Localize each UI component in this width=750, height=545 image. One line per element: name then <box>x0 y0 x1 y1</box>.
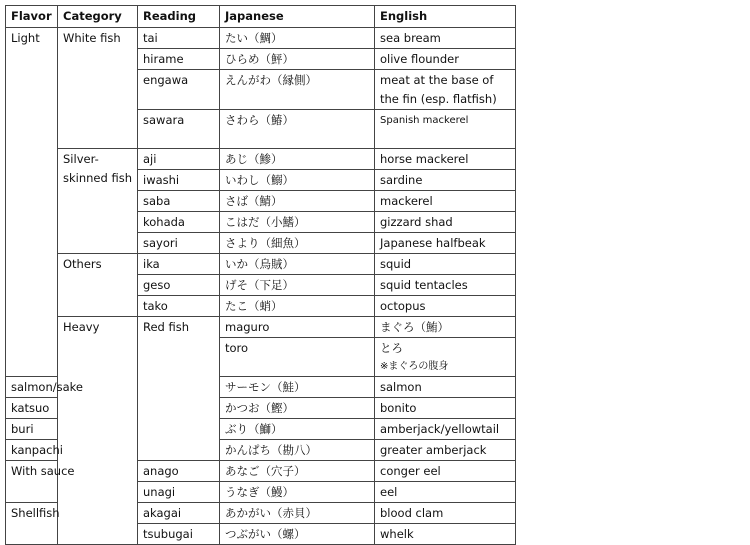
japanese-cell: かつお（鰹） <box>220 398 375 419</box>
reading-cell: kohada <box>138 212 220 233</box>
japanese-cell: つぶがい（螺） <box>220 524 375 545</box>
category-cell: Others <box>58 254 138 317</box>
english-cell: conger eel <box>375 461 516 482</box>
english-cell: bonito <box>375 398 516 419</box>
category-cell: Red fish <box>138 317 220 461</box>
header-reading: Reading <box>138 6 220 28</box>
english-cell: octopus <box>375 296 516 317</box>
header-row <box>6 6 516 28</box>
english-cell: blood clam <box>375 503 516 524</box>
reading-cell: sawara <box>138 110 220 149</box>
japanese-cell <box>375 338 516 377</box>
reading-cell: sayori <box>138 233 220 254</box>
category-cell: With sauce <box>6 461 58 503</box>
english-cell: sardine <box>375 170 516 191</box>
reading-cell: maguro <box>220 317 375 338</box>
reading-cell: aji <box>138 149 220 170</box>
japanese-cell: いか（烏賊） <box>220 254 375 275</box>
japanese-cell: あかがい（赤貝） <box>220 503 375 524</box>
table-row <box>6 317 516 338</box>
sushi-table <box>5 5 516 545</box>
flavor-cell: Heavy <box>58 317 138 545</box>
reading-cell: hirame <box>138 49 220 70</box>
reading-cell: toro <box>220 338 375 377</box>
reading-cell: buri <box>6 419 58 440</box>
japanese-cell: あなご（穴子） <box>220 461 375 482</box>
category-cell: Shellfish <box>6 503 58 545</box>
reading-cell: ika <box>138 254 220 275</box>
reading-cell: kanpachi <box>6 440 58 461</box>
english-cell: whelk <box>375 524 516 545</box>
japanese-cell: えんがわ（縁側） <box>220 70 375 110</box>
reading-cell: anago <box>138 461 220 482</box>
table-row <box>6 254 516 275</box>
japanese-cell: あじ（鯵） <box>220 149 375 170</box>
japanese-cell: まぐろ（鮪） <box>375 317 516 338</box>
english-cell: horse mackerel <box>375 149 516 170</box>
japanese-cell: ひらめ（鮃） <box>220 49 375 70</box>
english-cell: meat at the base of the fin (esp. flatfish) <box>375 70 516 110</box>
header-japanese: Japanese <box>220 6 375 28</box>
table-row <box>6 28 516 49</box>
reading-cell: tsubugai <box>138 524 220 545</box>
japanese-cell: さば（鯖） <box>220 191 375 212</box>
japanese-cell: こはだ（小鰭） <box>220 212 375 233</box>
reading-cell: katsuo <box>6 398 58 419</box>
japanese-cell: さわら（鰆） <box>220 110 375 149</box>
english-cell: mackerel <box>375 191 516 212</box>
reading-cell: salmon/sake <box>6 377 58 398</box>
header-category: Category <box>58 6 138 28</box>
header-english: English <box>375 6 516 28</box>
reading-cell: tako <box>138 296 220 317</box>
flavor-cell: Light <box>6 28 58 377</box>
japanese-note: ※まぐろの腹身 <box>380 361 449 372</box>
japanese-cell: ぶり（鰤） <box>220 419 375 440</box>
japanese-cell: さより（細魚） <box>220 233 375 254</box>
english-cell: amberjack/yellowtail <box>375 419 516 440</box>
category-cell: White fish <box>58 28 138 149</box>
japanese-cell: たこ（蛸） <box>220 296 375 317</box>
japanese-cell: げそ（下足） <box>220 275 375 296</box>
english-cell: salmon <box>375 377 516 398</box>
english-cell: gizzard shad <box>375 212 516 233</box>
header-flavor: Flavor <box>6 6 58 28</box>
reading-cell: unagi <box>138 482 220 503</box>
reading-cell: iwashi <box>138 170 220 191</box>
reading-cell: geso <box>138 275 220 296</box>
english-cell: greater amberjack <box>375 440 516 461</box>
japanese-cell: サーモン（鮭） <box>220 377 375 398</box>
table-row <box>6 149 516 170</box>
english-cell: sea bream <box>375 28 516 49</box>
english-cell: Spanish mackerel <box>375 110 516 149</box>
japanese-cell: たい（鯛） <box>220 28 375 49</box>
category-cell: Silver-skinned fish <box>58 149 138 254</box>
japanese-cell: うなぎ（鰻） <box>220 482 375 503</box>
english-cell: olive flounder <box>375 49 516 70</box>
english-cell: Japanese halfbeak <box>375 233 516 254</box>
reading-cell: akagai <box>138 503 220 524</box>
reading-cell: saba <box>138 191 220 212</box>
reading-cell: tai <box>138 28 220 49</box>
japanese-cell: いわし（鰯） <box>220 170 375 191</box>
reading-cell: engawa <box>138 70 220 110</box>
japanese-text: とろ <box>380 341 403 355</box>
english-cell: eel <box>375 482 516 503</box>
japanese-cell: かんぱち（勘八） <box>220 440 375 461</box>
english-cell: squid <box>375 254 516 275</box>
english-cell: squid tentacles <box>375 275 516 296</box>
